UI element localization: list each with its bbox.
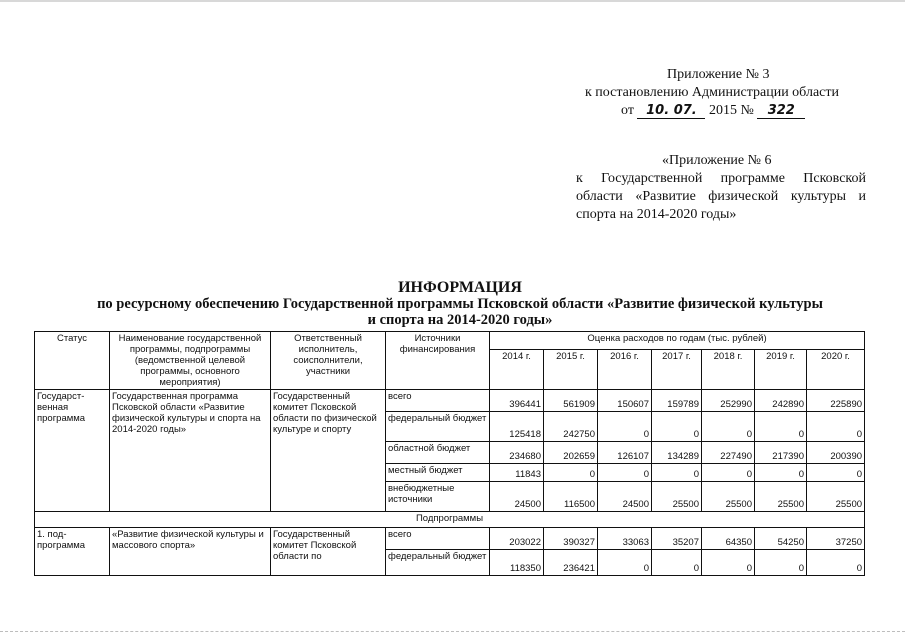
value-cell: 33063 [598, 528, 652, 550]
appendix-6-body: к Государственной программе Псковской области «Развитие физической культуры и спорта на 2014-2020 годы» [576, 171, 866, 222]
resource-table [34, 331, 865, 576]
value-cell: 202659 [544, 442, 598, 464]
header-status: Статус [35, 332, 110, 390]
value-cell: 200390 [807, 442, 865, 464]
value-cell: 0 [807, 412, 865, 442]
value-cell: 25500 [702, 482, 755, 512]
value-cell: 236421 [544, 550, 598, 576]
source-cell: всего [386, 528, 490, 550]
value-cell: 0 [544, 464, 598, 482]
value-cell: 252990 [702, 390, 755, 412]
value-cell: 0 [807, 550, 865, 576]
table-header-row [35, 332, 865, 350]
value-cell: 24500 [598, 482, 652, 512]
value-cell: 0 [652, 412, 702, 442]
value-cell: 150607 [598, 390, 652, 412]
table-row [35, 390, 865, 412]
appendix-3-title: Приложение № 3 [667, 67, 770, 82]
value-cell: 0 [702, 412, 755, 442]
appendix-3-header [585, 66, 865, 120]
value-cell: 0 [598, 550, 652, 576]
value-cell: 227490 [702, 442, 755, 464]
value-cell: 0 [652, 464, 702, 482]
appendix-3-date-line [585, 102, 865, 120]
value-cell: 396441 [490, 390, 544, 412]
appendix-3-resolution: к постановлению Администрации области [585, 85, 839, 100]
value-cell: 0 [755, 464, 807, 482]
source-cell: федеральный бюджет [386, 412, 490, 442]
value-cell: 37250 [807, 528, 865, 550]
value-cell: 64350 [702, 528, 755, 550]
header-name: Наименование государственной программы, подпрограммы (ведомственной целевой программы, основного мероприятия) [110, 332, 271, 390]
value-cell: 118350 [490, 550, 544, 576]
value-cell: 242750 [544, 412, 598, 442]
value-cell: 0 [755, 550, 807, 576]
program-status: Государст-венная программа [35, 390, 110, 512]
value-cell: 54250 [755, 528, 807, 550]
program-name: Государственная программа Псковской области «Развитие физической культуры и спорта на 2014-2020 годы» [110, 390, 271, 512]
value-cell: 217390 [755, 442, 807, 464]
header-year: 2016 г. [598, 350, 652, 390]
value-cell: 0 [598, 412, 652, 442]
value-cell: 242890 [755, 390, 807, 412]
header-responsible: Ответственный исполнитель, соисполнители, участники [271, 332, 386, 390]
value-cell: 0 [702, 464, 755, 482]
appendix-3-year: 2015 № [708, 103, 754, 118]
value-cell: 116500 [544, 482, 598, 512]
header-estimate: Оценка расходов по годам (тыс. рублей) [490, 332, 865, 350]
page-top-edge [0, 0, 905, 2]
value-cell: 0 [807, 464, 865, 482]
value-cell: 11843 [490, 464, 544, 482]
source-cell: областной бюджет [386, 442, 490, 464]
sub1-status: 1. под-программа [35, 528, 110, 576]
header-year: 2020 г. [807, 350, 865, 390]
value-cell: 126107 [598, 442, 652, 464]
value-cell: 0 [755, 412, 807, 442]
source-cell: местный бюджет [386, 464, 490, 482]
value-cell: 125418 [490, 412, 544, 442]
table-row [35, 528, 865, 550]
value-cell: 25500 [807, 482, 865, 512]
value-cell: 234680 [490, 442, 544, 464]
document-title-heading: ИНФОРМАЦИЯ [398, 279, 522, 296]
program-responsible: Государственный комитет Псковской области по физической культуре и спорту [271, 390, 386, 512]
value-cell: 159789 [652, 390, 702, 412]
value-cell: 25500 [652, 482, 702, 512]
document-title-line-2: по ресурсному обеспечению Государственной программы Псковской области «Развитие физической культуры [97, 296, 823, 312]
document-title [40, 280, 880, 328]
sub1-responsible: Государственный комитет Псковской области по [271, 528, 386, 576]
subprograms-label: Подпрограммы [35, 512, 865, 528]
page-bottom-edge [0, 631, 905, 632]
value-cell: 134289 [652, 442, 702, 464]
sub1-name: «Развитие физической культуры и массового спорта» [110, 528, 271, 576]
header-year: 2018 г. [702, 350, 755, 390]
header-year: 2019 г. [755, 350, 807, 390]
handwritten-date: 10. 07. [637, 103, 705, 119]
value-cell: 0 [598, 464, 652, 482]
value-cell: 225890 [807, 390, 865, 412]
header-year: 2015 г. [544, 350, 598, 390]
header-sources: Источники финансирования [386, 332, 490, 390]
appendix-6-header [576, 152, 866, 224]
source-cell: федеральный бюджет [386, 550, 490, 576]
source-cell: внебюджетные источники [386, 482, 490, 512]
appendix-3-from: от [621, 103, 634, 118]
value-cell: 0 [702, 550, 755, 576]
subprograms-row [35, 512, 865, 528]
appendix-6-title: «Приложение № 6 [662, 153, 772, 168]
value-cell: 24500 [490, 482, 544, 512]
value-cell: 25500 [755, 482, 807, 512]
header-year: 2017 г. [652, 350, 702, 390]
value-cell: 0 [652, 550, 702, 576]
header-year: 2014 г. [490, 350, 544, 390]
handwritten-number: 322 [757, 103, 805, 119]
value-cell: 203022 [490, 528, 544, 550]
value-cell: 35207 [652, 528, 702, 550]
value-cell: 561909 [544, 390, 598, 412]
value-cell: 390327 [544, 528, 598, 550]
source-cell: всего [386, 390, 490, 412]
document-title-line-3: и спорта на 2014-2020 годы» [367, 312, 553, 328]
